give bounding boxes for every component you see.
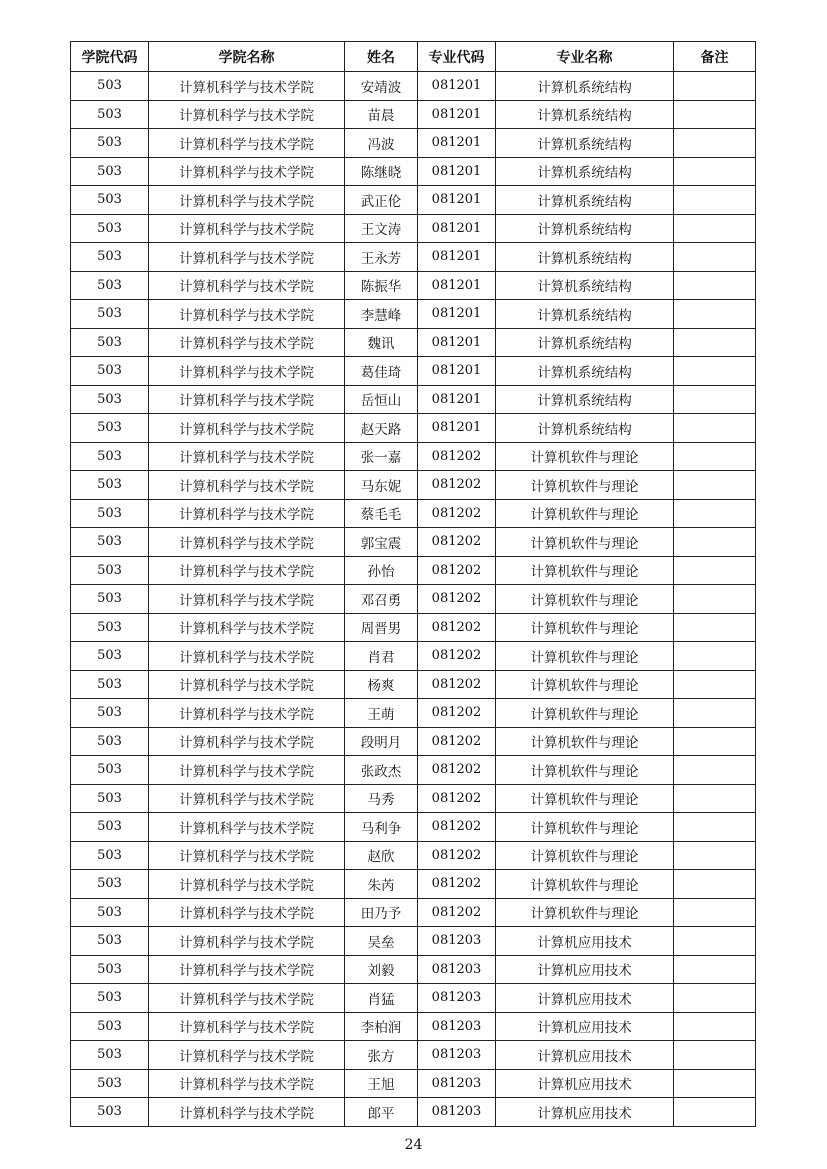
cell-major-code: 081202 <box>418 784 496 813</box>
cell-name: 马利争 <box>345 813 418 842</box>
cell-major-name: 计算机软件与理论 <box>496 813 674 842</box>
cell-college-code: 503 <box>71 898 149 927</box>
cell-name: 李慧峰 <box>345 300 418 329</box>
cell-college-code: 503 <box>71 1041 149 1070</box>
cell-remark <box>674 727 756 756</box>
header-college-name: 学院名称 <box>149 42 345 72</box>
table-row <box>71 556 756 585</box>
cell-major-code: 081202 <box>418 756 496 785</box>
table-row <box>71 499 756 528</box>
cell-major-name: 计算机软件与理论 <box>496 670 674 699</box>
cell-college-name: 计算机科学与技术学院 <box>149 300 345 329</box>
cell-major-code: 081201 <box>418 129 496 158</box>
cell-name: 李柏润 <box>345 1012 418 1041</box>
cell-college-code: 503 <box>71 385 149 414</box>
cell-major-code: 081201 <box>418 414 496 443</box>
table-row <box>71 214 756 243</box>
cell-name: 肖猛 <box>345 984 418 1013</box>
table-row <box>71 100 756 129</box>
table-row <box>71 813 756 842</box>
cell-major-code: 081201 <box>418 385 496 414</box>
cell-college-name: 计算机科学与技术学院 <box>149 385 345 414</box>
student-table <box>70 41 756 1127</box>
cell-major-code: 081202 <box>418 870 496 899</box>
cell-name: 孙怡 <box>345 556 418 585</box>
cell-major-code: 081201 <box>418 300 496 329</box>
cell-major-name: 计算机应用技术 <box>496 1069 674 1098</box>
table-row <box>71 727 756 756</box>
cell-college-name: 计算机科学与技术学院 <box>149 1069 345 1098</box>
cell-name: 郎平 <box>345 1098 418 1127</box>
cell-college-name: 计算机科学与技术学院 <box>149 186 345 215</box>
cell-college-code: 503 <box>71 528 149 557</box>
cell-name: 王萌 <box>345 699 418 728</box>
cell-remark <box>674 613 756 642</box>
table-row <box>71 927 756 956</box>
cell-name: 岳恒山 <box>345 385 418 414</box>
cell-college-name: 计算机科学与技术学院 <box>149 271 345 300</box>
cell-college-code: 503 <box>71 129 149 158</box>
cell-college-code: 503 <box>71 841 149 870</box>
cell-major-name: 计算机系统结构 <box>496 214 674 243</box>
cell-name: 安靖波 <box>345 72 418 101</box>
cell-name: 王旭 <box>345 1069 418 1098</box>
cell-college-name: 计算机科学与技术学院 <box>149 1098 345 1127</box>
cell-college-code: 503 <box>71 984 149 1013</box>
cell-name: 王永芳 <box>345 243 418 272</box>
table-body <box>71 72 756 1127</box>
cell-remark <box>674 100 756 129</box>
cell-college-name: 计算机科学与技术学院 <box>149 1012 345 1041</box>
cell-name: 刘毅 <box>345 955 418 984</box>
cell-major-code: 081203 <box>418 1012 496 1041</box>
table-row <box>71 328 756 357</box>
cell-college-name: 计算机科学与技术学院 <box>149 100 345 129</box>
cell-college-code: 503 <box>71 499 149 528</box>
cell-major-code: 081203 <box>418 1069 496 1098</box>
header-major-code: 专业代码 <box>418 42 496 72</box>
cell-major-name: 计算机系统结构 <box>496 414 674 443</box>
cell-major-code: 081202 <box>418 528 496 557</box>
cell-college-name: 计算机科学与技术学院 <box>149 214 345 243</box>
cell-name: 吴垒 <box>345 927 418 956</box>
cell-remark <box>674 328 756 357</box>
cell-major-name: 计算机软件与理论 <box>496 870 674 899</box>
cell-college-name: 计算机科学与技术学院 <box>149 414 345 443</box>
cell-college-name: 计算机科学与技术学院 <box>149 556 345 585</box>
table-row <box>71 471 756 500</box>
cell-major-code: 081201 <box>418 157 496 186</box>
cell-major-name: 计算机软件与理论 <box>496 528 674 557</box>
cell-major-name: 计算机软件与理论 <box>496 784 674 813</box>
cell-remark <box>674 471 756 500</box>
table-row <box>71 1041 756 1070</box>
cell-major-code: 081203 <box>418 1098 496 1127</box>
cell-remark <box>674 385 756 414</box>
cell-college-name: 计算机科学与技术学院 <box>149 841 345 870</box>
cell-college-name: 计算机科学与技术学院 <box>149 499 345 528</box>
cell-major-code: 081202 <box>418 442 496 471</box>
cell-remark <box>674 699 756 728</box>
cell-remark <box>674 243 756 272</box>
cell-major-code: 081202 <box>418 898 496 927</box>
cell-college-name: 计算机科学与技术学院 <box>149 72 345 101</box>
cell-remark <box>674 300 756 329</box>
cell-college-name: 计算机科学与技术学院 <box>149 585 345 614</box>
table-row <box>71 585 756 614</box>
cell-college-code: 503 <box>71 1098 149 1127</box>
cell-college-name: 计算机科学与技术学院 <box>149 870 345 899</box>
cell-college-code: 503 <box>71 585 149 614</box>
cell-remark <box>674 72 756 101</box>
cell-college-name: 计算机科学与技术学院 <box>149 528 345 557</box>
cell-remark <box>674 357 756 386</box>
header-name: 姓名 <box>345 42 418 72</box>
cell-major-name: 计算机系统结构 <box>496 300 674 329</box>
cell-remark <box>674 528 756 557</box>
cell-major-code: 081202 <box>418 499 496 528</box>
table-row <box>71 1012 756 1041</box>
cell-college-name: 计算机科学与技术学院 <box>149 927 345 956</box>
cell-remark <box>674 870 756 899</box>
cell-major-code: 081201 <box>418 186 496 215</box>
cell-major-name: 计算机应用技术 <box>496 955 674 984</box>
cell-major-name: 计算机软件与理论 <box>496 556 674 585</box>
cell-remark <box>674 499 756 528</box>
cell-name: 张方 <box>345 1041 418 1070</box>
cell-remark <box>674 1098 756 1127</box>
cell-college-code: 503 <box>71 927 149 956</box>
cell-remark <box>674 955 756 984</box>
cell-college-name: 计算机科学与技术学院 <box>149 727 345 756</box>
cell-name: 蔡毛毛 <box>345 499 418 528</box>
cell-college-code: 503 <box>71 157 149 186</box>
cell-major-name: 计算机应用技术 <box>496 984 674 1013</box>
cell-major-name: 计算机应用技术 <box>496 1098 674 1127</box>
cell-name: 朱芮 <box>345 870 418 899</box>
table-row <box>71 271 756 300</box>
cell-college-code: 503 <box>71 100 149 129</box>
table-row <box>71 841 756 870</box>
cell-major-code: 081201 <box>418 243 496 272</box>
page-number: 24 <box>404 1137 423 1153</box>
cell-remark <box>674 414 756 443</box>
cell-college-name: 计算机科学与技术学院 <box>149 328 345 357</box>
cell-name: 魏讯 <box>345 328 418 357</box>
cell-major-code: 081201 <box>418 357 496 386</box>
table-row <box>71 870 756 899</box>
cell-college-code: 503 <box>71 357 149 386</box>
cell-remark <box>674 784 756 813</box>
cell-college-code: 503 <box>71 186 149 215</box>
cell-remark <box>674 556 756 585</box>
cell-remark <box>674 927 756 956</box>
cell-major-code: 081202 <box>418 613 496 642</box>
table-row <box>71 955 756 984</box>
cell-remark <box>674 271 756 300</box>
table-row <box>71 756 756 785</box>
cell-college-code: 503 <box>71 414 149 443</box>
cell-major-code: 081202 <box>418 670 496 699</box>
cell-remark <box>674 642 756 671</box>
cell-name: 张政杰 <box>345 756 418 785</box>
cell-major-code: 081203 <box>418 955 496 984</box>
table-row <box>71 300 756 329</box>
table-row <box>71 642 756 671</box>
cell-college-name: 计算机科学与技术学院 <box>149 442 345 471</box>
table-row <box>71 243 756 272</box>
cell-name: 张一嘉 <box>345 442 418 471</box>
cell-college-name: 计算机科学与技术学院 <box>149 756 345 785</box>
cell-remark <box>674 984 756 1013</box>
cell-college-code: 503 <box>71 243 149 272</box>
cell-college-code: 503 <box>71 955 149 984</box>
cell-remark <box>674 585 756 614</box>
cell-major-name: 计算机系统结构 <box>496 271 674 300</box>
cell-major-code: 081201 <box>418 271 496 300</box>
cell-college-code: 503 <box>71 328 149 357</box>
header-remark: 备注 <box>674 42 756 72</box>
cell-name: 武正伦 <box>345 186 418 215</box>
cell-major-code: 081202 <box>418 813 496 842</box>
cell-college-name: 计算机科学与技术学院 <box>149 955 345 984</box>
cell-name: 冯波 <box>345 129 418 158</box>
cell-name: 郭宝震 <box>345 528 418 557</box>
cell-college-code: 503 <box>71 556 149 585</box>
cell-major-code: 081202 <box>418 642 496 671</box>
cell-name: 陈振华 <box>345 271 418 300</box>
cell-name: 周晋男 <box>345 613 418 642</box>
cell-remark <box>674 898 756 927</box>
cell-college-name: 计算机科学与技术学院 <box>149 157 345 186</box>
cell-major-name: 计算机软件与理论 <box>496 442 674 471</box>
cell-name: 王文涛 <box>345 214 418 243</box>
cell-remark <box>674 841 756 870</box>
cell-major-name: 计算机系统结构 <box>496 186 674 215</box>
cell-college-code: 503 <box>71 613 149 642</box>
header-major-name: 专业名称 <box>496 42 674 72</box>
cell-remark <box>674 186 756 215</box>
cell-remark <box>674 1069 756 1098</box>
cell-college-name: 计算机科学与技术学院 <box>149 1041 345 1070</box>
cell-college-name: 计算机科学与技术学院 <box>149 670 345 699</box>
table-header <box>71 42 756 72</box>
cell-college-code: 503 <box>71 727 149 756</box>
cell-major-name: 计算机应用技术 <box>496 927 674 956</box>
cell-major-code: 081201 <box>418 214 496 243</box>
cell-college-name: 计算机科学与技术学院 <box>149 699 345 728</box>
cell-name: 马东妮 <box>345 471 418 500</box>
cell-major-code: 081203 <box>418 1041 496 1070</box>
table-row <box>71 414 756 443</box>
cell-major-name: 计算机系统结构 <box>496 328 674 357</box>
cell-major-code: 081202 <box>418 699 496 728</box>
cell-remark <box>674 813 756 842</box>
cell-major-code: 081202 <box>418 585 496 614</box>
cell-major-code: 081202 <box>418 841 496 870</box>
cell-college-name: 计算机科学与技术学院 <box>149 243 345 272</box>
cell-college-code: 503 <box>71 784 149 813</box>
table-row <box>71 528 756 557</box>
cell-college-code: 503 <box>71 756 149 785</box>
cell-college-code: 503 <box>71 670 149 699</box>
cell-college-code: 503 <box>71 72 149 101</box>
cell-remark <box>674 756 756 785</box>
cell-college-code: 503 <box>71 214 149 243</box>
cell-major-code: 081202 <box>418 556 496 585</box>
table-row <box>71 784 756 813</box>
cell-college-name: 计算机科学与技术学院 <box>149 984 345 1013</box>
table-row <box>71 157 756 186</box>
cell-college-code: 503 <box>71 1012 149 1041</box>
cell-major-name: 计算机软件与理论 <box>496 756 674 785</box>
cell-name: 段明月 <box>345 727 418 756</box>
cell-college-name: 计算机科学与技术学院 <box>149 613 345 642</box>
cell-college-code: 503 <box>71 300 149 329</box>
cell-major-name: 计算机系统结构 <box>496 72 674 101</box>
cell-major-name: 计算机系统结构 <box>496 243 674 272</box>
table-row <box>71 186 756 215</box>
cell-major-name: 计算机系统结构 <box>496 157 674 186</box>
cell-college-code: 503 <box>71 471 149 500</box>
cell-major-code: 081202 <box>418 727 496 756</box>
cell-name: 马秀 <box>345 784 418 813</box>
cell-name: 赵天路 <box>345 414 418 443</box>
cell-major-name: 计算机软件与理论 <box>496 499 674 528</box>
cell-major-code: 081202 <box>418 471 496 500</box>
cell-major-code: 081201 <box>418 100 496 129</box>
cell-remark <box>674 1041 756 1070</box>
cell-major-name: 计算机软件与理论 <box>496 727 674 756</box>
cell-major-name: 计算机应用技术 <box>496 1041 674 1070</box>
cell-remark <box>674 129 756 158</box>
cell-college-name: 计算机科学与技术学院 <box>149 357 345 386</box>
cell-major-name: 计算机软件与理论 <box>496 841 674 870</box>
table-row <box>71 442 756 471</box>
table-row <box>71 129 756 158</box>
table-row <box>71 670 756 699</box>
cell-major-name: 计算机应用技术 <box>496 1012 674 1041</box>
cell-name: 赵欣 <box>345 841 418 870</box>
cell-major-name: 计算机系统结构 <box>496 100 674 129</box>
cell-name: 陈继晓 <box>345 157 418 186</box>
cell-college-code: 503 <box>71 699 149 728</box>
cell-remark <box>674 157 756 186</box>
cell-remark <box>674 214 756 243</box>
cell-major-code: 081201 <box>418 72 496 101</box>
document-page <box>70 41 755 1127</box>
cell-major-name: 计算机软件与理论 <box>496 585 674 614</box>
cell-major-name: 计算机软件与理论 <box>496 898 674 927</box>
cell-major-name: 计算机软件与理论 <box>496 642 674 671</box>
cell-major-name: 计算机系统结构 <box>496 129 674 158</box>
cell-major-code: 081201 <box>418 328 496 357</box>
table-row <box>71 385 756 414</box>
table-row <box>71 1069 756 1098</box>
table-row <box>71 1098 756 1127</box>
cell-college-name: 计算机科学与技术学院 <box>149 129 345 158</box>
cell-major-name: 计算机软件与理论 <box>496 471 674 500</box>
cell-college-name: 计算机科学与技术学院 <box>149 813 345 842</box>
cell-remark <box>674 670 756 699</box>
cell-college-code: 503 <box>71 1069 149 1098</box>
cell-college-code: 503 <box>71 271 149 300</box>
cell-name: 苗晨 <box>345 100 418 129</box>
cell-major-code: 081203 <box>418 984 496 1013</box>
cell-name: 邓召勇 <box>345 585 418 614</box>
header-row <box>71 42 756 72</box>
table-row <box>71 699 756 728</box>
table-row <box>71 984 756 1013</box>
cell-remark <box>674 1012 756 1041</box>
header-college-code: 学院代码 <box>71 42 149 72</box>
cell-name: 田乃予 <box>345 898 418 927</box>
cell-major-name: 计算机软件与理论 <box>496 699 674 728</box>
cell-college-code: 503 <box>71 870 149 899</box>
cell-major-name: 计算机软件与理论 <box>496 613 674 642</box>
table-row <box>71 72 756 101</box>
table-row <box>71 898 756 927</box>
cell-name: 杨爽 <box>345 670 418 699</box>
cell-college-name: 计算机科学与技术学院 <box>149 784 345 813</box>
cell-college-name: 计算机科学与技术学院 <box>149 471 345 500</box>
cell-major-name: 计算机系统结构 <box>496 385 674 414</box>
cell-college-name: 计算机科学与技术学院 <box>149 898 345 927</box>
cell-remark <box>674 442 756 471</box>
cell-college-name: 计算机科学与技术学院 <box>149 642 345 671</box>
table-row <box>71 357 756 386</box>
cell-college-code: 503 <box>71 813 149 842</box>
cell-college-code: 503 <box>71 442 149 471</box>
cell-name: 葛佳琦 <box>345 357 418 386</box>
cell-college-code: 503 <box>71 642 149 671</box>
cell-name: 肖君 <box>345 642 418 671</box>
table-row <box>71 613 756 642</box>
cell-major-name: 计算机系统结构 <box>496 357 674 386</box>
cell-major-code: 081203 <box>418 927 496 956</box>
